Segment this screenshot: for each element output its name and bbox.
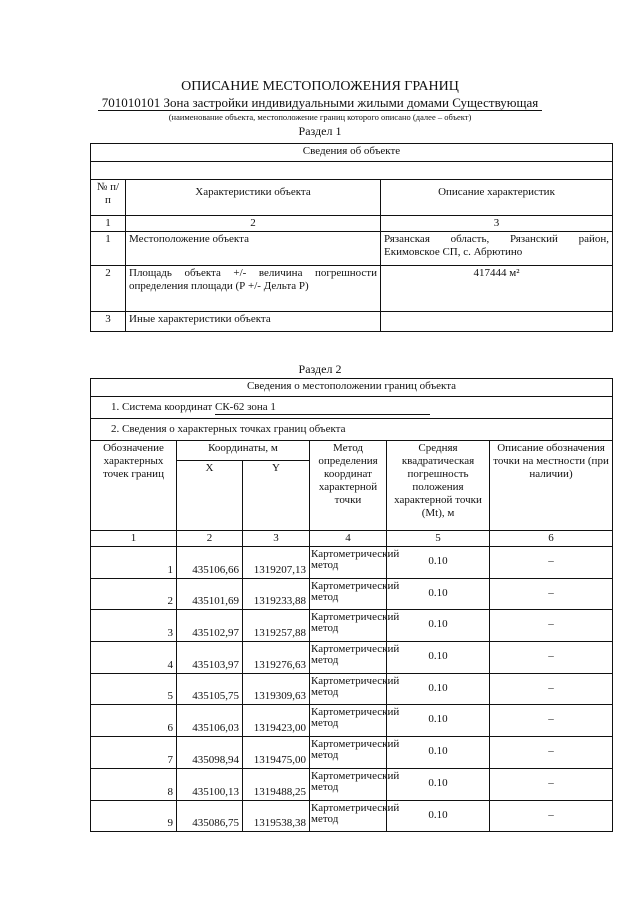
row-characteristic: Иные характеристики объекта — [126, 312, 381, 332]
col-number: 3 — [243, 531, 310, 547]
point-method: Картометрический метод — [310, 800, 387, 832]
col-header-num: № п/п — [91, 180, 126, 216]
coord-system-value: СК-62 зона 1 — [215, 401, 430, 415]
point-description: – — [490, 737, 613, 769]
point-y: 1319488,25 — [243, 768, 310, 800]
object-name-note: (наименование объекта, местоположение границ которого описано (далее – объект) — [168, 112, 472, 122]
row-characteristic: Площадь объекта +/- величина погрешности определения площади (Р +/- Дельта Р) — [126, 266, 381, 312]
point-id: 3 — [91, 610, 177, 642]
point-method: Картометрический метод — [310, 547, 387, 579]
table-row — [91, 610, 613, 642]
point-id: 1 — [91, 547, 177, 579]
point-error: 0.10 — [387, 642, 490, 674]
col-number: 4 — [310, 531, 387, 547]
point-x: 435086,75 — [177, 800, 243, 832]
point-y: 1319257,88 — [243, 610, 310, 642]
point-error: 0.10 — [387, 800, 490, 832]
point-y: 1319309,63 — [243, 673, 310, 705]
point-id: 9 — [91, 800, 177, 832]
header-coords: Координаты, м — [177, 441, 310, 461]
row-description — [381, 312, 613, 332]
point-description: – — [490, 578, 613, 610]
point-error: 0.10 — [387, 673, 490, 705]
point-error: 0.10 — [387, 547, 490, 579]
point-y: 1319233,88 — [243, 578, 310, 610]
document-title: ОПИСАНИЕ МЕСТОПОЛОЖЕНИЯ ГРАНИЦ — [181, 79, 459, 94]
table-row — [91, 266, 613, 312]
point-x: 435106,03 — [177, 705, 243, 737]
col-number: 5 — [387, 531, 490, 547]
col-number: 3 — [381, 216, 613, 232]
row-num: 1 — [91, 232, 126, 266]
header-error: Средняя квадратическая погрешность положения характерной точки (Mt), м — [387, 441, 490, 531]
table-row — [91, 312, 613, 332]
blank-row — [91, 162, 613, 180]
boundary-table-title: Сведения о местоположении границ объекта — [91, 379, 613, 397]
col-number: 6 — [490, 531, 613, 547]
point-description: – — [490, 642, 613, 674]
point-description: – — [490, 673, 613, 705]
point-y: 1319475,00 — [243, 737, 310, 769]
col-header-characteristic: Характеристики объекта — [126, 180, 381, 216]
header-x: X — [177, 461, 243, 531]
row-characteristic: Местоположение объекта — [126, 232, 381, 266]
point-error: 0.10 — [387, 705, 490, 737]
col-header-description: Описание характеристик — [381, 180, 613, 216]
point-id: 2 — [91, 578, 177, 610]
point-description: – — [490, 610, 613, 642]
coord-system-row — [91, 397, 613, 419]
table-row — [91, 673, 613, 705]
section2-label: Раздел 2 — [298, 362, 342, 376]
point-method: Картометрический метод — [310, 578, 387, 610]
table-row — [91, 800, 613, 832]
point-error: 0.10 — [387, 737, 490, 769]
point-x: 435106,66 — [177, 547, 243, 579]
point-method: Картометрический метод — [310, 642, 387, 674]
point-x: 435102,97 — [177, 610, 243, 642]
point-method: Картометрический метод — [310, 610, 387, 642]
row-description: 417444 м² — [381, 266, 613, 312]
point-description: – — [490, 547, 613, 579]
coord-system-label: 1. Система координат — [111, 401, 213, 413]
table-row — [91, 232, 613, 266]
col-number: 1 — [91, 216, 126, 232]
point-id: 7 — [91, 737, 177, 769]
points-section-title: 2. Сведения о характерных точках границ объекта — [91, 419, 613, 441]
header-description: Описание обозначения точки на местности (при наличии) — [490, 441, 613, 531]
point-y: 1319423,00 — [243, 705, 310, 737]
point-y: 1319207,13 — [243, 547, 310, 579]
point-method: Картометрический метод — [310, 768, 387, 800]
point-id: 6 — [91, 705, 177, 737]
point-x: 435105,75 — [177, 673, 243, 705]
point-x: 435098,94 — [177, 737, 243, 769]
col-number: 2 — [126, 216, 381, 232]
table-row — [91, 768, 613, 800]
table-row — [91, 547, 613, 579]
point-x: 435103,97 — [177, 642, 243, 674]
point-error: 0.10 — [387, 768, 490, 800]
point-error: 0.10 — [387, 578, 490, 610]
row-num: 2 — [91, 266, 126, 312]
header-method: Метод определения координат характерной точки — [310, 441, 387, 531]
header-y: Y — [243, 461, 310, 531]
point-method: Картометрический метод — [310, 673, 387, 705]
object-info-title: Сведения об объекте — [91, 144, 613, 162]
table-row — [91, 737, 613, 769]
point-description: – — [490, 705, 613, 737]
header-designation: Обозначение характерных точек границ — [91, 441, 177, 531]
point-id: 4 — [91, 642, 177, 674]
point-id: 8 — [91, 768, 177, 800]
row-description: Рязанская область, Рязанский район, Екимовское СП, с. Абрютино — [381, 232, 613, 266]
point-description: – — [490, 800, 613, 832]
table-row — [91, 578, 613, 610]
row-num: 3 — [91, 312, 126, 332]
point-x: 435100,13 — [177, 768, 243, 800]
point-y: 1319538,38 — [243, 800, 310, 832]
table-row — [91, 642, 613, 674]
boundary-points-table — [90, 378, 613, 832]
point-y: 1319276,63 — [243, 642, 310, 674]
point-description: – — [490, 768, 613, 800]
point-method: Картометрический метод — [310, 705, 387, 737]
col-number: 1 — [91, 531, 177, 547]
section1-label: Раздел 1 — [298, 124, 342, 138]
point-id: 5 — [91, 673, 177, 705]
object-info-table — [90, 143, 613, 332]
col-number: 2 — [177, 531, 243, 547]
point-error: 0.10 — [387, 610, 490, 642]
point-method: Картометрический метод — [310, 737, 387, 769]
point-x: 435101,69 — [177, 578, 243, 610]
object-name: 701010101 Зона застройки индивидуальными жилыми домами Существующая — [0, 95, 640, 111]
table-row — [91, 705, 613, 737]
